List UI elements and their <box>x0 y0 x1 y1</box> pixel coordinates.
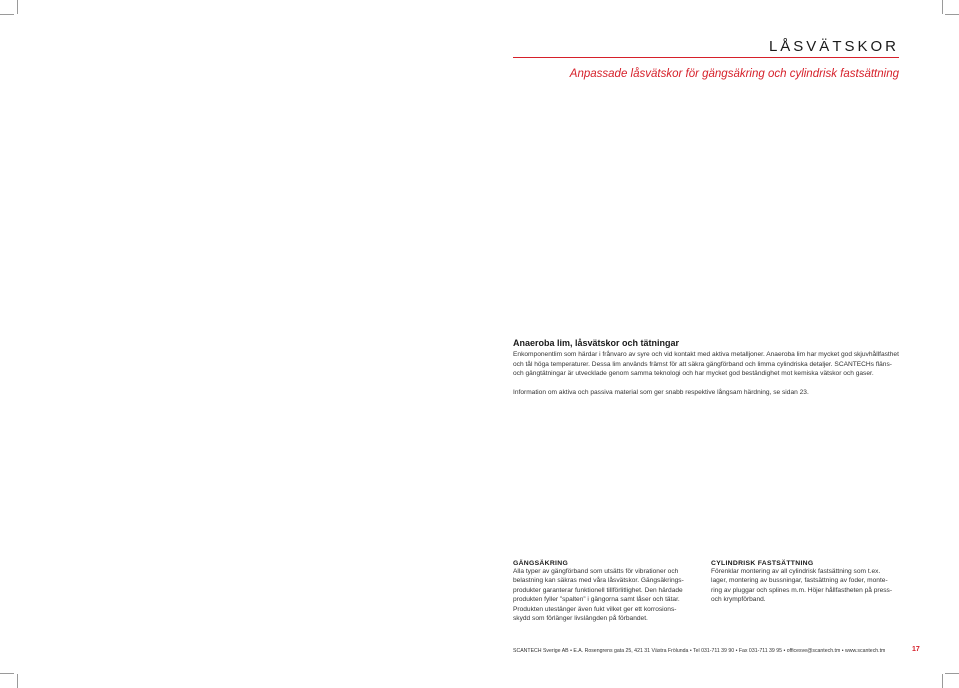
page-subtitle: Anpassade låsvätskor för gängsäkring och cylindrisk fastsättning <box>569 68 899 80</box>
crop-mark <box>17 0 18 14</box>
gangsakring-line: Produkten utestänger även fukt vilket ger ett korrosions- <box>513 605 677 613</box>
gangsakring-line: belastning kan säkras med våra låsvätskor. Gängsäkrings- <box>513 577 684 585</box>
info-paragraph: Information om aktiva och passiva material som ger snabb respektive långsam härdning, se sidan 23. <box>513 388 809 396</box>
page-title: LÅSVÄTSKOR <box>768 38 899 55</box>
gangsakring-line: skydd som förlänger livslängden på förbandet. <box>513 615 648 623</box>
gangsakring-line: produkter garanterar funktionell tillförlitlighet. Den härdade <box>513 586 683 594</box>
page-number: 17 <box>912 646 920 653</box>
crop-mark <box>0 673 14 674</box>
cylindrisk-line: lager, montering av bussningar, fastsättning av foder, monte- <box>711 577 888 585</box>
intro-heading: Anaeroba lim, låsvätskor och tätningar <box>513 338 680 348</box>
gangsakring-section <box>513 560 698 623</box>
crop-mark <box>945 14 959 15</box>
cylindrisk-line: och krympförband. <box>711 596 766 604</box>
gangsakring-line: Alla typer av gängförband som utsätts för vibrationer och <box>513 568 679 575</box>
crop-mark <box>17 674 18 688</box>
crop-mark <box>942 674 943 688</box>
footer-contact: SCANTECH Sverige AB • E.A. Rosengrens gata 25, 421 31 Västra Frölunda • Tel 031-711 39 90 • Fax 031-711 39 95 • officesve@scantech.tm • www.scantech.tm <box>513 648 886 654</box>
cylindrisk-heading: CYLINDRISK FASTSÄTTNING <box>711 560 814 567</box>
cylindrisk-section <box>711 560 899 605</box>
cylindrisk-line: Förenklar montering av all cylindrisk fastsättning som t.ex. <box>711 568 881 575</box>
cylindrisk-line: ring av pluggar och splines m.m. Höjer hållfastheten på press- <box>711 586 893 594</box>
crop-mark <box>0 14 14 15</box>
crop-mark <box>942 0 943 14</box>
gangsakring-heading: GÄNGSÄKRING <box>513 560 569 567</box>
intro-section <box>513 338 899 397</box>
crop-mark <box>945 673 959 674</box>
gangsakring-line: produkten fyller ”spalten” i gängorna samt låser och tätar. <box>513 596 680 604</box>
intro-paragraph: Enkomponentlim som härdar i frånvaro av syre och vid kontakt med aktiva metalljoner. Anaeroba lim har mycket god skjuvhållfasthet och tål höga temperaturer. Dessa lim används främst för att säkra gängförband och limma cylindriska detaljer. SCANTECHs fläns- och gängtätningar är utvecklade genom samma teknologi och har mycket god beständighet mot kemiska vätskor och gaser. <box>513 351 899 378</box>
title-rule <box>513 57 899 58</box>
